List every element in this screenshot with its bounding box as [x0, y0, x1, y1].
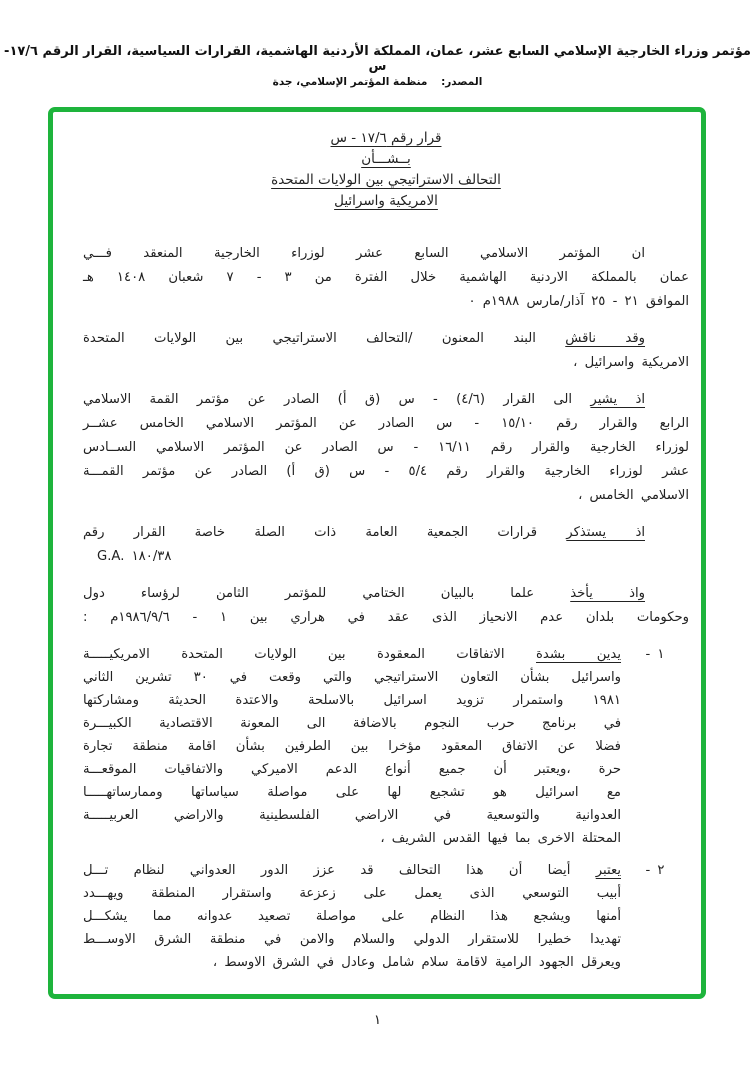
- text-line: لوزراء الخارجية والقرار رقم ١٦/١١ - س الصادر عن المؤتمر الاسلامي الســادس: [83, 440, 689, 455]
- text-line: ١٩٨١ واستمرار تزويد اسرائيل بالاسلحة والاعتدة الحديثة ومشاركتها: [83, 693, 621, 708]
- green-highlight-frame: [48, 107, 706, 999]
- text-line: واسرائيل بشأن التعاون الاستراتيجي والتي وقعت في ٣٠ تشرين الثاني: [83, 670, 621, 685]
- title-line-regarding: بــشـــأن: [361, 151, 411, 167]
- item-number: ٢ -: [645, 863, 665, 878]
- item-number: ١ -: [645, 647, 665, 662]
- text-line: فضلا عن الاتفاق المعقود مؤخرا بين الطرفين بشأن اقامة منطقة تجارة: [83, 739, 621, 754]
- numbered-item-2: [83, 859, 689, 974]
- item-text: [83, 859, 621, 974]
- text-line: الاسلامي الخامس ،: [578, 488, 689, 503]
- item-text: [83, 643, 621, 850]
- text-line: يعتبر أيضا أن هذا التحالف قد عزز الدور العدواني لنظام تـــل: [83, 863, 621, 878]
- text-line: الموافق ٢١ - ٢٥ آذار/مارس ١٩٨٨م ٠: [468, 294, 689, 309]
- text-line: اذ يشير الى القرار (٤/٦) - س (ق أ) الصادر عن مؤتمر القمة الاسلامي: [83, 392, 645, 407]
- paragraph-nam-communique: [83, 582, 689, 630]
- numbered-item-1: [83, 643, 689, 850]
- text-line: تهديدا خطيرا للاستقرار الدولي والسلام والامن في منطقة الشرق الاوســـط: [83, 932, 621, 947]
- text-line: عمان بالمملكة الاردنية الهاشمية خلال الفترة من ٣ - ٧ شعبان ١٤٠٨ هـ: [83, 270, 689, 285]
- text-line: الرابع والقرار رقم ١٥/١٠ - س الصادر عن المؤتمر الاسلامي الخامس عشــر: [83, 416, 689, 431]
- text-line: أبيب التوسعي الذى يعمل على زعزعة واستقرار المنطقة ويهـــدد: [83, 886, 621, 901]
- ga-resolution-number: G.A. ١٨٠/٣٨: [97, 549, 172, 564]
- text-line: مع اسرائيل هو تشجيع لها على مواصلة سياساتها وممارساتهـــــا: [83, 785, 621, 800]
- text-line: واذ يأخذ علما بالبيان الختامي للمؤتمر الثامن لرؤساء دول: [83, 586, 645, 601]
- text-line: الامريكية واسرائيل ،: [573, 355, 689, 370]
- text-line: اذ يستذكر قرارات الجمعية العامة ذات الصلة خاصة القرار رقم: [83, 525, 645, 540]
- text-line: أمنها ويشجع هذا النظام على مواصلة تصعيد عدوانه مما يشكـــل: [83, 909, 621, 924]
- text-line: ويعرقل الجهود الرامية لاقامة سلام شامل وعادل في الشرق الاوسط ،: [212, 955, 621, 970]
- text-line: العدوانية والتوسعية في الاراضي الفلسطينية والاراضي العربيـــــة: [83, 808, 621, 823]
- source-value: منظمة المؤتمر الإسلامي، جدة: [272, 76, 428, 88]
- paragraph-recalling-resolutions: [83, 388, 689, 508]
- title-line-number: قرار رقم ١٧/٦ - س: [330, 130, 442, 146]
- text-line: المحتلة الاخرى بما فيها القدس الشريف ،: [380, 831, 621, 846]
- document-header-title: مؤتمر وزراء الخارجية الإسلامي السابع عشر، عمان، المملكة الأردنية الهاشمية، القرارات السياسية، القرار الرقم ١٧/٦-س: [4, 44, 751, 74]
- text-line: عشر لوزراء الخارجية والقرار رقم ٥/٤ - س (ق أ) الصادر عن مؤتمر القمـــة: [83, 464, 689, 479]
- document-source-line: [0, 76, 755, 88]
- text-line: وقد ناقش البند المعنون /التحالف الاستراتيجي بين الولايات المتحدة: [83, 331, 646, 346]
- text-line: وحكومات بلدان عدم الانحياز الذى عقد في هراري بين ١ - ١٩٨٦/٩/٦م :: [83, 610, 689, 625]
- title-line-subject-1: التحالف الاستراتيجي بين الولايات المتحدة: [271, 172, 501, 188]
- paragraph-discussed-item: [83, 327, 689, 375]
- resolution-title-block: [83, 128, 689, 212]
- paragraph-ga-resolution: [83, 521, 689, 569]
- title-line-subject-2: الامريكية واسرائيل: [334, 193, 438, 209]
- text-line: ان المؤتمر الاسلامي السابع عشر لوزراء الخارجية المنعقد فـــي: [83, 246, 645, 261]
- source-label: المصدر:: [441, 76, 483, 88]
- paragraph-preamble: [83, 242, 689, 314]
- page-number: ١: [373, 1012, 382, 1028]
- text-line: يدين بشدة الاتفاقات المعقودة بين الولايات المتحدة الامريكيـــــة: [83, 647, 622, 662]
- text-line: في برنامج حرب النجوم بالاضافة الى المعونة الاقتصادية الكبيـــرة: [83, 716, 621, 731]
- text-line: حرة ،ويعتبر أن جميع أنواع الدعم الاميركي والاتفاقيات الموقعـــة: [83, 762, 621, 777]
